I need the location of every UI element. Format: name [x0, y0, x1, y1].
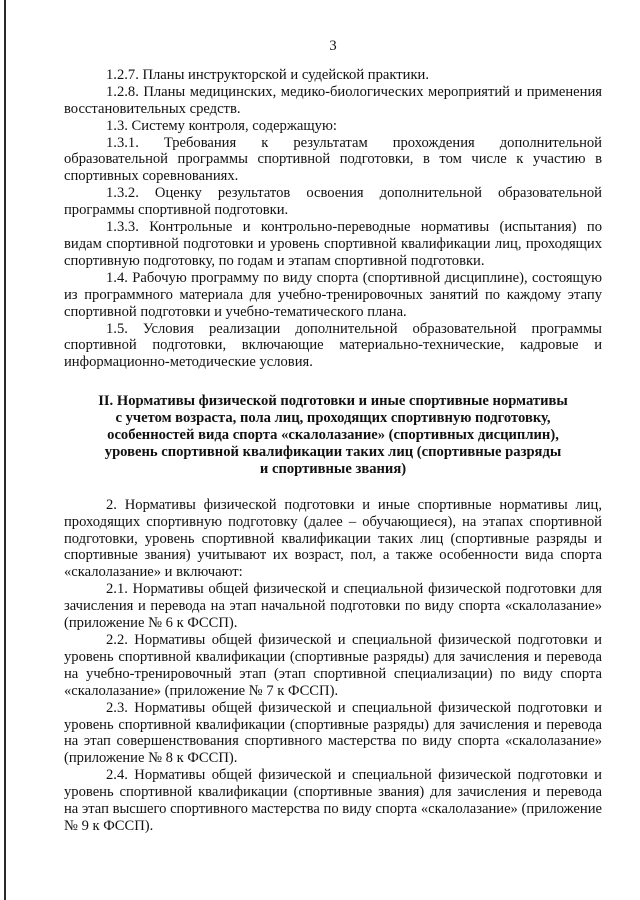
paragraph-1-3: 1.3. Систему контроля, содержащую:	[106, 117, 337, 134]
paragraph-2-4: 2.4. Нормативы общей физической и специальной физической подготовки и уровень спортивной квалификации (спортивные звания) для зачисления и перевода на этап высшего спортивного мастерства по виду спорта «скалолазание» (приложение № 9 к ФССП).	[64, 767, 602, 834]
paragraph-2: 2. Нормативы физической подготовки и иные спортивные нормативы лиц, проходящих спортивную подготовку (далее – обучающиеся), на этапах спортивной подготовки, уровень спортивной квалификации таких лиц (спортивные разряды и спортивные звания) учитывают их возраст, пол, а также особенности вида спорта «скалолазание» и включают:	[64, 496, 602, 581]
paragraph-1-4: 1.4. Рабочую программу по виду спорта (спортивной дисциплине), состоящую из программного материала для учебно-тренировочных занятий по каждому этапу спортивной подготовки и учебно-тематического плана.	[64, 269, 602, 320]
section-heading-line: уровень спортивной квалификации таких лиц (спортивные разряды	[104, 443, 562, 460]
section-spacer	[64, 478, 602, 497]
section-heading-line: особенностей вида спорта «скалолазание» (спортивных дисциплин),	[107, 427, 559, 444]
paragraph-1-3-3: 1.3.3. Контрольные и контрольно-переводные нормативы (испытания) по видам спортивной подготовки и уровень спортивной квалификации лиц, проходящих спортивную подготовку, по годам и этапам спортивной подготовки.	[64, 219, 602, 269]
paragraph-1-2-8: 1.2.8. Планы медицинских, медико-биологических мероприятий и применения восстановительных средств.	[64, 83, 602, 117]
paragraph-2-2: 2.2. Нормативы общей физической и специальной физической подготовки и уровень спортивной квалификации (спортивные разряды) для зачисления и перевода на учебно-тренировочный этап (этап спортивной специализации) по виду спорта «скалолазание» (приложение № 7 к ФССП).	[64, 632, 602, 699]
paragraph-2-3: 2.3. Нормативы общей физической и специальной физической подготовки и уровень спортивной квалификации (спортивные разряды) для зачисления и перевода на этап совершенствования спортивного мастерства по виду спорта «скалолазание» (приложение № 8 к ФССП).	[64, 699, 602, 767]
section-heading-line: II. Нормативы физической подготовки и иные спортивные нормативы	[98, 393, 568, 410]
page-number: 3	[329, 38, 337, 54]
scan-edge-line	[4, 0, 6, 900]
paragraph-1-3-2: 1.3.2. Оценку результатов освоения дополнительной образовательной программы спортивной подготовки.	[64, 185, 602, 219]
paragraph-1-2-7: 1.2.7. Планы инструкторской и судейской практики.	[106, 66, 429, 83]
paragraph-1-3-1: 1.3.1. Требования к результатам прохождения дополнительной образовательной программы спортивной подготовки, в том числе к участию в спортивных соревнованиях.	[64, 134, 602, 185]
paragraph-1-5: 1.5. Условия реализации дополнительной образовательной программы спортивной подготовки, включающие материально-технические, кадровые и информационно-методические условия.	[64, 320, 602, 371]
paragraph-2-1: 2.1. Нормативы общей физической и специальной физической подготовки для зачисления и перевода на этап начальной подготовки по виду спорта «скалолазание» (приложение № 6 к ФССП).	[64, 581, 602, 632]
section-heading	[64, 393, 602, 478]
section-heading-line: и спортивные звания)	[259, 460, 407, 477]
section-heading-line: с учетом возраста, пола лиц, проходящих спортивную подготовку,	[115, 410, 551, 427]
